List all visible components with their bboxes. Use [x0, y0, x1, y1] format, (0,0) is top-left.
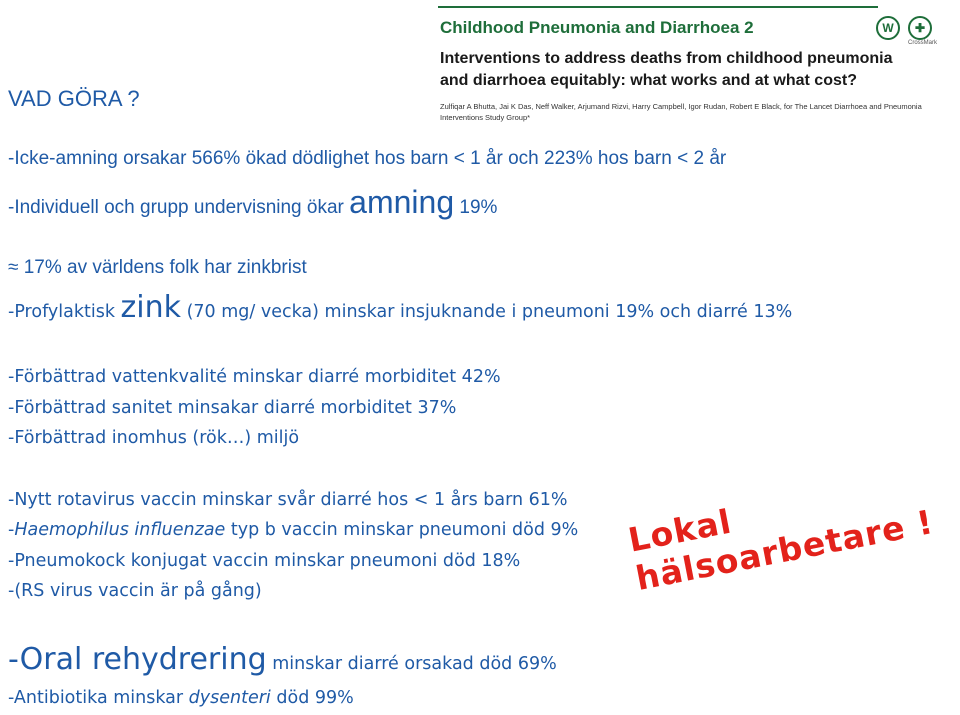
- line-icke-amning: -Icke-amning orsakar 566% ökad dödlighet hos barn < 1 år och 223% hos barn < 2 år: [8, 148, 727, 169]
- line-zinkbrist: ≈ 17% av världens folk har zinkbrist: [8, 257, 307, 278]
- hib-italic: Haemophilus influenzae: [14, 520, 226, 540]
- callout-lokal-halsoarbetare: Lokal hälsoarbetare !: [625, 501, 937, 598]
- undervisning-text-pre: -Individuell och grupp undervisning ökar: [8, 197, 350, 218]
- oral-emphasis: -Oral rehydrering: [8, 642, 267, 677]
- journal-header: [438, 0, 960, 128]
- article-title-line-2: and diarrhoea equitably: what works and at what cost?: [440, 72, 857, 89]
- undervisning-emphasis: amning: [349, 184, 455, 220]
- article-authors-line-1: Zulfiqar A Bhutta, Jai K Das, Neff Walker, Arjumand Rizvi, Harry Campbell, Igor Rudan, Robert E Black, for The Lancet Diarrhoea and Pneumonia: [440, 102, 922, 111]
- article-authors-line-2: Interventions Study Group*: [440, 113, 531, 122]
- anti-text-pre: -Antibiotika minskar: [8, 688, 189, 708]
- zink-text-post: (70 mg/ vecka) minskar insjuknande i pneumoni 19% och diarré 13%: [181, 302, 793, 322]
- anti-italic: dysenteri: [188, 688, 271, 708]
- line-oral-rehydrering: [8, 642, 557, 677]
- line-zink: [8, 290, 792, 325]
- zink-text-pre: -Profylaktisk: [8, 302, 121, 322]
- line-rotavirus: -Nytt rotavirus vaccin minskar svår diarré hos < 1 års barn 61%: [8, 490, 568, 510]
- line-undervisning: [8, 184, 497, 221]
- line-sanitet: -Förbättrad sanitet minsakar diarré morbiditet 37%: [8, 398, 457, 418]
- zink-emphasis: zink: [120, 290, 182, 325]
- line-antibiotika: [8, 688, 354, 708]
- oral-text-post: minskar diarré orsakad död 69%: [266, 654, 557, 674]
- page-heading: VAD GÖRA ?: [8, 86, 140, 111]
- line-inomhus: -Förbättrad inomhus (rök…) miljö: [8, 428, 300, 448]
- line-rs-virus: -(RS virus vaccin är på gång): [8, 581, 262, 601]
- crossmark-label: CrossMark: [908, 40, 938, 46]
- w-logo-icon: W: [876, 16, 900, 40]
- journal-rule: [438, 6, 878, 8]
- line-vatten: -Förbättrad vattenkvalité minskar diarré morbiditet 42%: [8, 367, 501, 387]
- journal-series-title: Childhood Pneumonia and Diarrhoea 2: [440, 18, 754, 37]
- hib-text-post: typ b vaccin minskar pneumoni död 9%: [225, 520, 579, 540]
- hib-text-pre: -: [8, 520, 15, 540]
- line-pneumokock: -Pneumokock konjugat vaccin minskar pneumoni död 18%: [8, 551, 521, 571]
- crossmark-icon: ✚: [908, 16, 932, 40]
- anti-text-post: död 99%: [270, 688, 354, 708]
- article-title-line-1: Interventions to address deaths from childhood pneumonia: [440, 50, 893, 67]
- line-hib: [8, 520, 578, 540]
- undervisning-text-post: 19%: [454, 197, 498, 218]
